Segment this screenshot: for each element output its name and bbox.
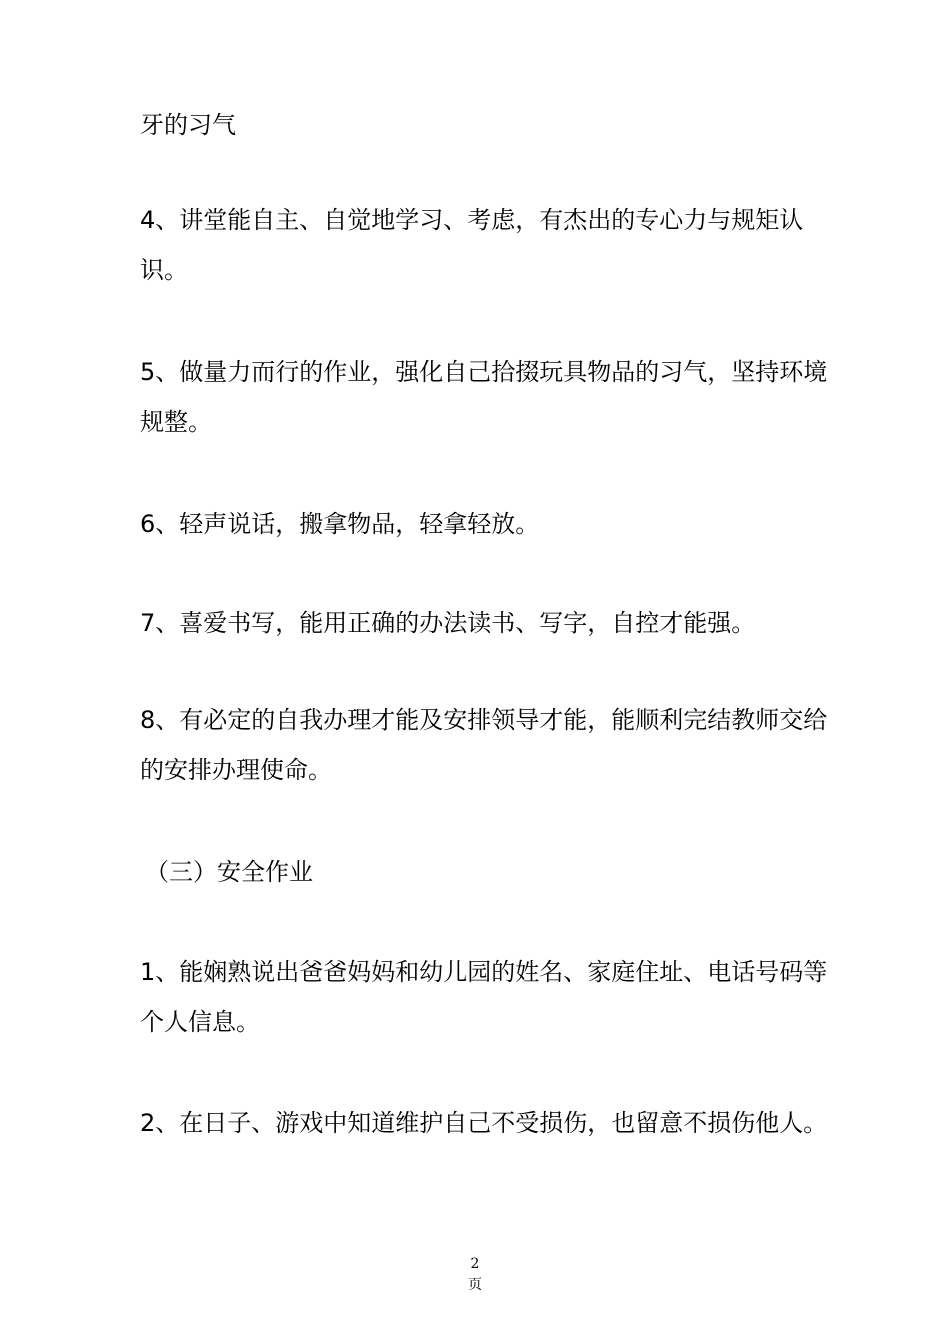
paragraph-item-5: 5、做量力而行的作业，强化自己拾掇玩具物品的习气，坚持环境规整。 (140, 358, 828, 436)
paragraph-continuation: 牙的习气 (140, 111, 236, 139)
section-heading-safety: （三）安全作业 (145, 858, 313, 886)
paragraph-item-6: 6、轻声说话，搬拿物品，轻拿轻放。 (140, 510, 540, 538)
page-unit-label: 页 (468, 1277, 482, 1293)
page-number: 2 (470, 1256, 480, 1272)
paragraph-item-8: 8、有必定的自我办理才能及安排领导才能，能顺利完结教师交给的安排办理使命。 (140, 706, 828, 784)
paragraph-safety-2: 2、在日子、游戏中知道维护自己不受损伤，也留意不损伤他人。 (140, 1109, 828, 1137)
paragraph-item-4: 4、讲堂能自主、自觉地学习、考虑，有杰出的专心力与规矩认识。 (140, 206, 804, 284)
paragraph-safety-1: 1、能娴熟说出爸爸妈妈和幼儿园的姓名、家庭住址、电话号码等个人信息。 (140, 958, 828, 1036)
paragraph-item-7: 7、喜爱书写，能用正确的办法读书、写字，自控才能强。 (140, 609, 756, 637)
